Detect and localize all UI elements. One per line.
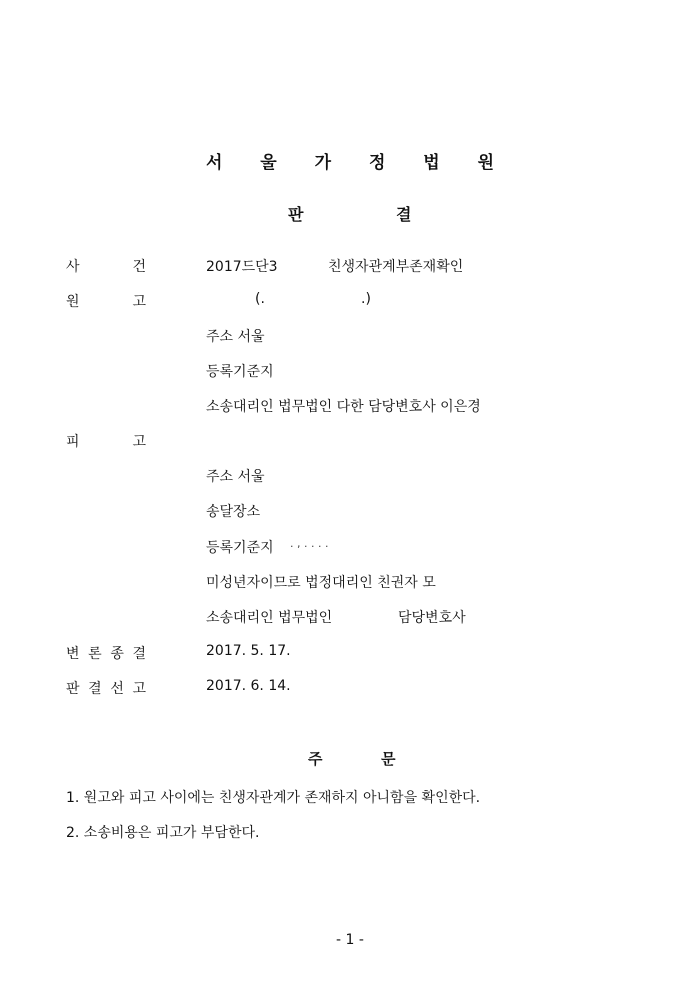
plaintiff-label-char: 고 xyxy=(132,294,146,310)
judgment-date-label-char: 판 xyxy=(66,681,80,697)
case-label-char: 건 xyxy=(132,259,146,275)
defendant-address: 주소 서울 xyxy=(206,469,265,485)
plaintiff-paren-open: (. xyxy=(255,291,265,307)
case-number: 2017드단3 xyxy=(206,259,278,275)
judgment-date-label-char: 선 xyxy=(110,681,124,697)
defendant-registry-mark: . , . . . . xyxy=(290,537,329,550)
plaintiff-attorney: 소송대리인 법무법인 다한 담당변호사 이은경 xyxy=(206,399,481,415)
defendant-label-char: 피 xyxy=(66,434,80,450)
plaintiff-label-char: 원 xyxy=(66,294,80,310)
plaintiff-registry: 등록기준지 xyxy=(206,364,274,380)
defendant-attorney-firm: 소송대리인 법무법인 xyxy=(206,610,333,626)
defendant-label xyxy=(66,431,146,451)
defendant-delivery: 송달장소 xyxy=(206,504,261,520)
hearing-end-date: 2017. 5. 17. xyxy=(206,643,291,659)
order-title-char-1: 주 xyxy=(308,750,323,768)
judgment-date-label-char: 결 xyxy=(88,681,102,697)
judgment-date: 2017. 6. 14. xyxy=(206,678,291,694)
defendant-registry: 등록기준지 xyxy=(206,540,274,556)
defendant-attorney-lawyer: 담당변호사 xyxy=(398,610,466,626)
defendant-guardian: 미성년자이므로 법정대리인 친권자 모 xyxy=(206,575,436,591)
hearing-end-label xyxy=(66,643,146,663)
page-number: - 1 - xyxy=(336,932,364,948)
order-title-char-2: 문 xyxy=(381,750,396,768)
plaintiff-address: 주소 서울 xyxy=(206,329,265,345)
hearing-end-label-char: 종 xyxy=(110,646,124,662)
judgment-title-char-2: 결 xyxy=(396,205,412,224)
judgment-date-label xyxy=(66,678,146,698)
case-name: 친생자관계부존재확인 xyxy=(328,259,464,275)
judgment-title-char-1: 판 xyxy=(288,205,304,224)
court-name: 서 울 가 정 법 원 xyxy=(205,153,511,173)
case-label xyxy=(66,256,146,276)
plaintiff-paren-close: .) xyxy=(361,291,371,307)
case-label-char: 사 xyxy=(66,259,80,275)
judgment-date-label-char: 고 xyxy=(132,681,146,697)
order-item-2: 2. 소송비용은 피고가 부담한다. xyxy=(66,825,260,841)
defendant-label-char: 고 xyxy=(132,434,146,450)
hearing-end-label-char: 결 xyxy=(132,646,146,662)
hearing-end-label-char: 변 xyxy=(66,646,80,662)
plaintiff-label xyxy=(66,291,146,311)
order-item-1: 1. 원고와 피고 사이에는 친생자관계가 존재하지 아니함을 확인한다. xyxy=(66,790,481,806)
hearing-end-label-char: 론 xyxy=(88,646,102,662)
